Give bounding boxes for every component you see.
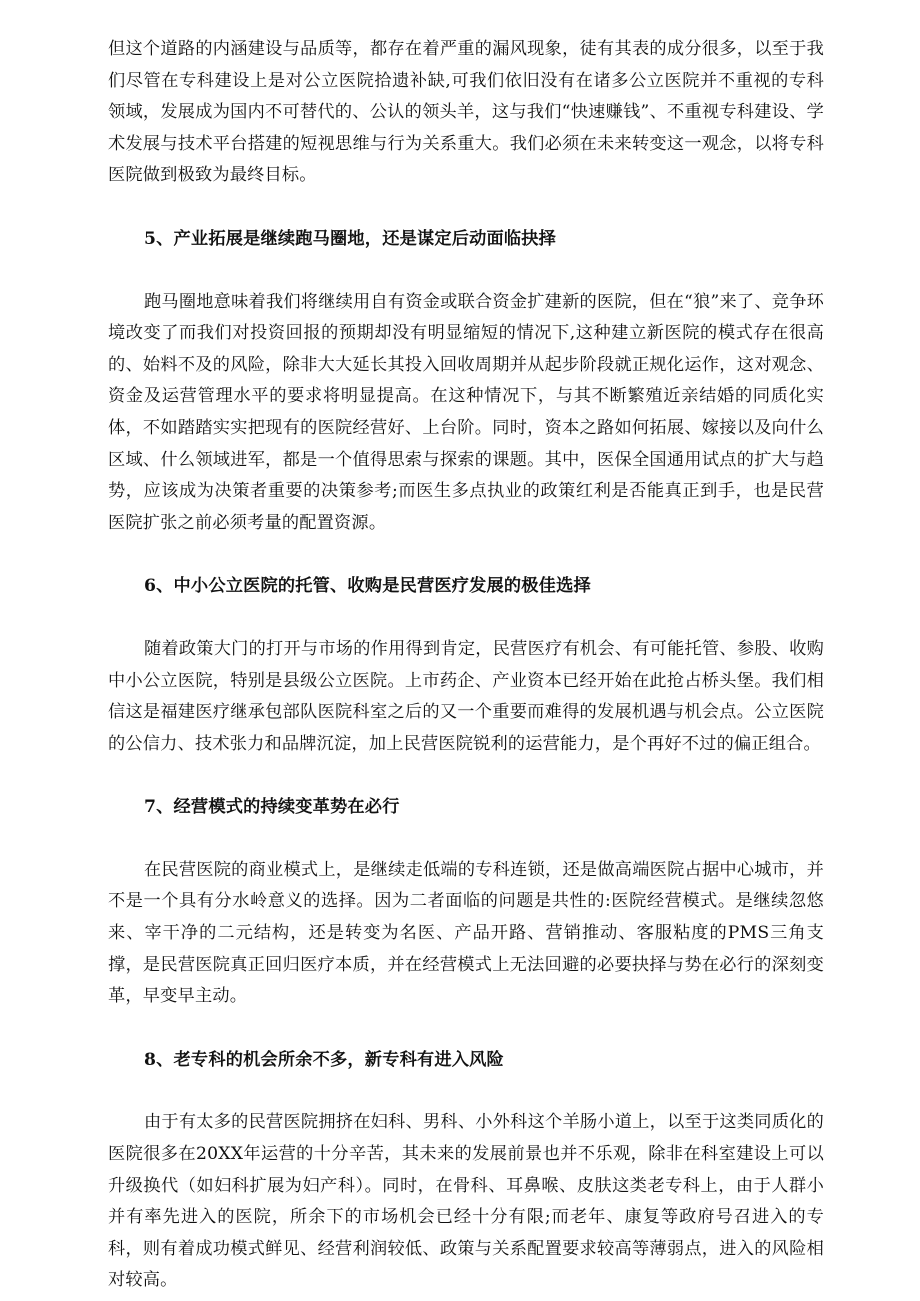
paragraph-section-6: 随着政策大门的打开与市场的作用得到肯定，民营医疗有机会、有可能托管、参股、收购中小公立医院，特别是县级公立医院。上市药企、产业资本已经开始在此抢占桥头堡。我们相信这是福建医疗继承包部队医院科室之后的又一个重要而难得的发展机遇与机会点。公立医院的公信力、技术张力和品牌沉淀，加上民营医院锐利的运营能力，是个再好不过的偏正组合。	[108, 638, 824, 754]
paragraph-intro: 但这个道路的内涵建设与品质等，都存在着严重的漏风现象，徒有其表的成分很多，以至于我们尽管在专科建设上是对公立医院拾遗补缺,可我们依旧没有在诸多公立医院并不重视的专科领域，发展成为国内不可替代的、公认的领头羊，这与我们“快速赚钱”、不重视专科建设、学术发展与技术平台搭建的短视思维与行为关系重大。我们必须在未来转变这一观念，以将专科医院做到极致为最终目标。	[108, 39, 824, 186]
heading-section-8: 8、老专科的机会所余不多，新专科有进入风险	[144, 1049, 504, 1070]
paragraph-section-7: 在民营医院的商业模式上，是继续走低端的专科连锁，还是做高端医院占据中心城市，并不是一个具有分水岭意义的选择。因为二者面临的问题是共性的:医院经营模式。是继续忽悠来、宰干净的二元结构，还是转变为名医、产品开路、营销推动、客服粘度的PMS三角支撑，是民营医院真正回归医疗本质，并在经营模式上无法回避的必要抉择与势在必行的深刻变革，早变早主动。	[108, 859, 824, 1007]
heading-section-5: 5、产业拓展是继续跑马圈地，还是谋定后动面临抉择	[144, 228, 557, 249]
document-page	[108, 34, 824, 1297]
paragraph-section-5: 跑马圈地意味着我们将继续用自有资金或联合资金扩建新的医院，但在“狼”来了、竞争环境改变了而我们对投资回报的预期却没有明显缩短的情况下,这种建立新医院的模式存在很高的、始料不及的风险，除非大大延长其投入回收周期并从起步阶段就正规化运作，这对观念、资金及运营管理水平的要求将明显提高。在这种情况下，与其不断繁殖近亲结婚的同质化实体，不如踏踏实实把现有的医院经营好、上台阶。同时，资本之路如何拓展、嫁接以及向什么区域、什么领域进军，都是一个值得思索与探索的课题。其中，医保全国通用试点的扩大与趋势，应该成为决策者重要的决策参考;而医生多点执业的政策红利是否能真正到手，也是民营医院扩张之前必须考量的配置资源。	[108, 291, 824, 533]
heading-section-7: 7、经营模式的持续变革势在必行	[144, 797, 400, 818]
heading-section-6: 6、中小公立医院的托管、收购是民营医疗发展的极佳选择	[144, 576, 591, 597]
paragraph-section-8: 由于有太多的民营医院拥挤在妇科、男科、小外科这个羊肠小道上，以至于这类同质化的医院很多在20XX年运营的十分辛苦，其未来的发展前景也并不乐观，除非在科室建设上可以升级换代（如妇科扩展为妇产科）。同时，在骨科、耳鼻喉、皮肤这类老专科上，由于人群小并有率先进入的医院，所余下的市场机会已经十分有限;而老年、康复等政府号召进入的专科，则有着成功模式鲜见、经营利润较低、政策与关系配置要求较高等薄弱点，进入的风险相对较高。	[108, 1112, 824, 1291]
